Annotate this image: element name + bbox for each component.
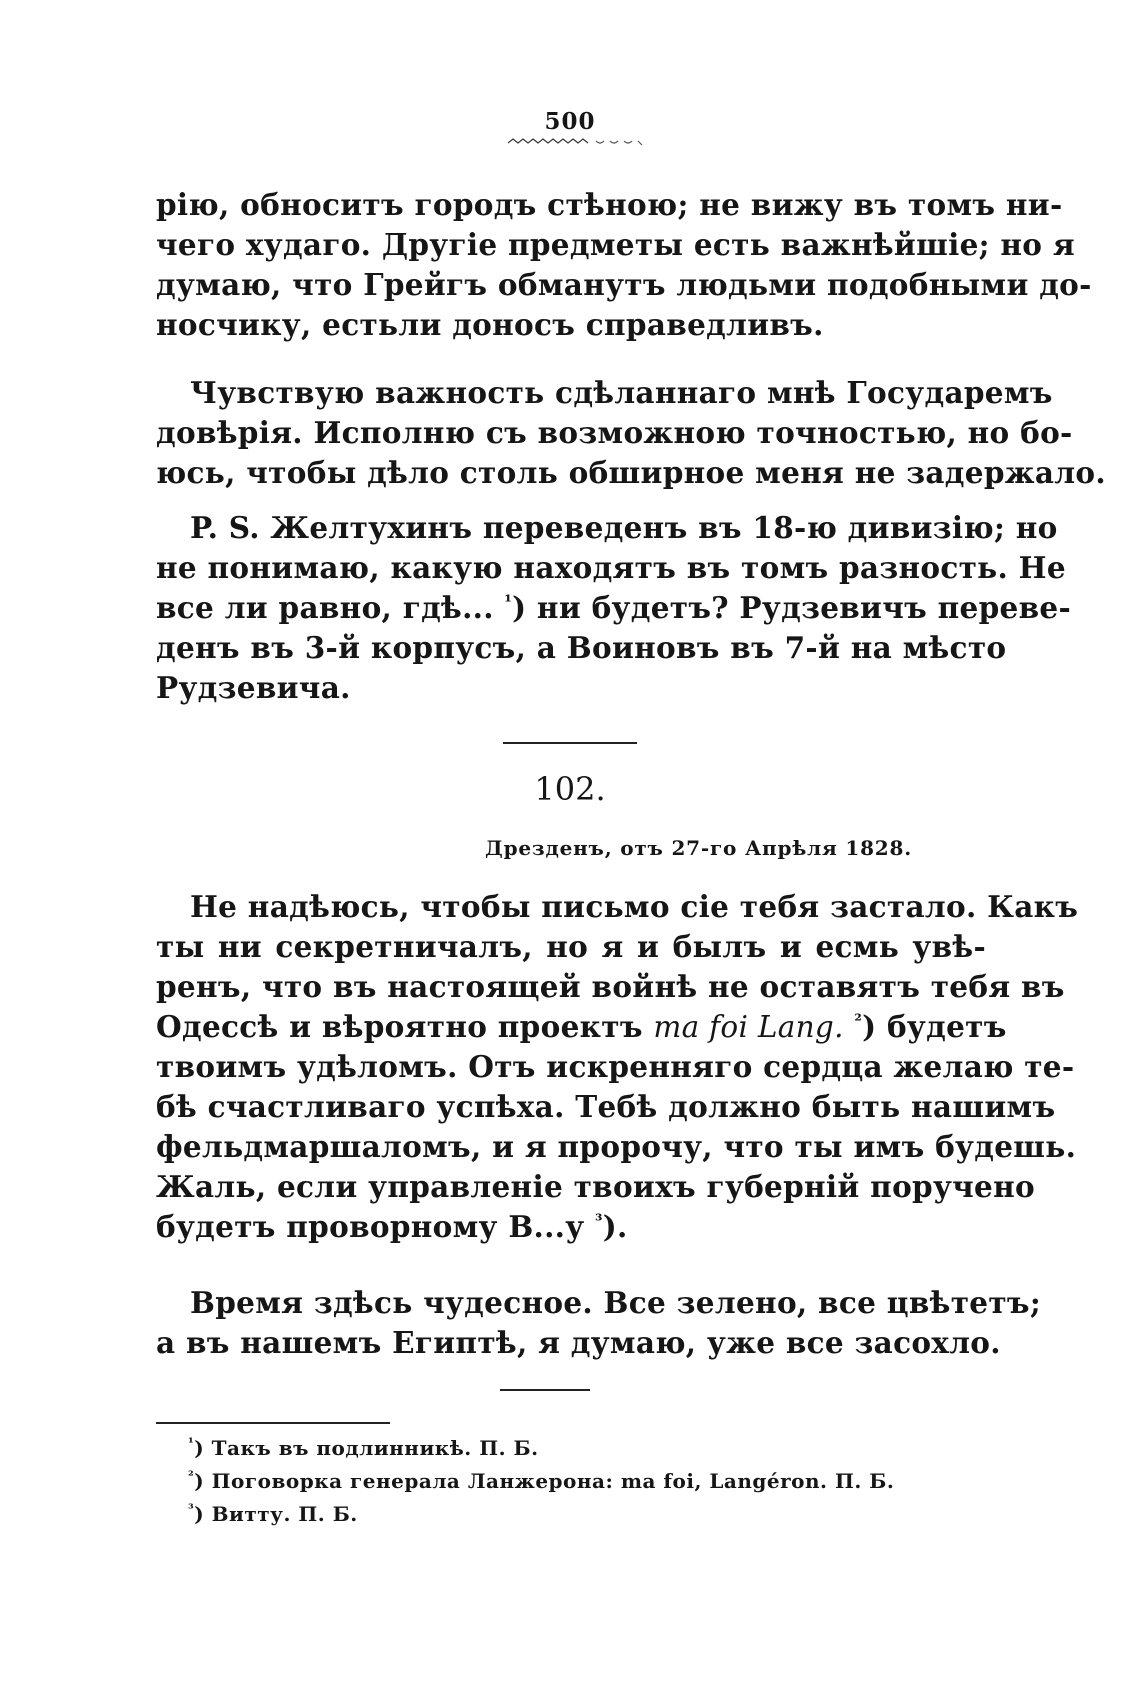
text-line: Не надѣюсь, чтобы письмо сіе тебя застало. Какъ [190,889,1079,924]
text-line: денъ въ 3-й корпусъ, а Воиновъ въ 7-й на мѣсто [156,630,1007,665]
letter-paragraph-1 [156,887,1079,1247]
footnote [188,1498,894,1531]
footnote-text: ) Витту. П. Б. [194,1502,358,1526]
text-line: Рудзевича. [156,670,351,705]
text-line: бѣ счастливаго успѣха. Тебѣ должно быть нашимъ [156,1089,1056,1124]
footnote-text: ) Такъ въ подлинникѣ. П. Б. [194,1436,539,1460]
end-divider [500,1389,590,1391]
letter-paragraph-2 [156,1283,1042,1363]
letter-dateline: Дрезденъ, отъ 27-го Апрѣля 1828. [485,836,912,860]
text-segment: Одессѣ и вѣроятно проектъ [156,1009,654,1044]
text-line: фельдмаршаломъ, и я пророчу, что ты имъ будешь. [156,1129,1077,1164]
text-line: носчику, естьли доносъ справедливъ. [156,307,824,342]
text-line: ренъ, что въ настоящей войнѣ не оставятъ тебя въ [156,969,1065,1004]
text-line [156,1007,1007,1047]
section-divider [503,742,637,744]
text-line: ты ни секретничалъ, но я и былъ и есмь увѣ- [156,929,986,964]
text-line: рію, обноситъ городъ стѣною; не вижу въ томъ ни- [156,187,1063,222]
postscript-paragraph [156,508,1071,708]
italic-phrase: ma foi Lang. [653,1010,844,1044]
footnote [188,1432,894,1465]
text-line [156,588,1071,628]
gratitude-paragraph [156,373,1106,493]
text-line: Чувствую важность сдѣланнаго мнѣ Государемъ [190,375,1053,410]
footnote-marker: ³ [595,1211,603,1231]
text-segment: все ли равно, гдѣ... [156,590,505,625]
text-line: а въ нашемъ Египтѣ, я думаю, уже все засохло. [156,1325,1001,1360]
text-line: твоимъ удѣломъ. Отъ искренняго сердца желаю те- [156,1049,1075,1084]
letter-number: 102. [534,770,606,808]
footnote-marker: ² [854,1011,863,1031]
text-segment: ) будетъ [862,1009,1007,1044]
text-line: чего худаго. Другіе предметы есть важнѣйшіе; но я [156,227,1075,262]
footnote-marker: ¹ [504,592,513,612]
text-line: думаю, что Грейгъ обманутъ людьми подобными до- [156,267,1092,302]
text-line [156,1207,986,1247]
footnotes [188,1432,894,1531]
text-line: Жаль, если управленіе твоихъ губерній поручено [156,1169,1035,1204]
text-line: не понимаю, какую находятъ въ томъ разность. Не [156,550,1066,585]
footnote [188,1465,894,1498]
text-line: Время здѣсь чудесное. Все зелено, все цвѣтетъ; [190,1285,1042,1320]
text-segment: ) ни будетъ? Рудзевичъ переве- [512,590,1071,625]
text-segment: будетъ проворному В...у [156,1209,596,1244]
text-line: P. S. Желтухинъ переведенъ въ 18-ю дивизію; но [190,510,1058,545]
footnote-rule [156,1422,390,1424]
footnote-marker: ² [188,1469,195,1484]
continued-paragraph [156,185,1092,345]
footnote-marker: ¹ [188,1436,195,1451]
text-line: довѣрія. Исполню съ возможною точностью, но бо- [156,415,1073,450]
page-number-ornament [508,137,648,147]
footnote-marker: ³ [188,1502,195,1517]
text-line: юсь, чтобы дѣло столь обширное меня не задержало. [156,455,1106,490]
footnote-text: ) Поговорка генерала Ланжерона: ma foi, Langéron. П. Б. [194,1469,895,1493]
page-number: 500 [544,108,596,135]
text-segment: ). [602,1209,628,1244]
